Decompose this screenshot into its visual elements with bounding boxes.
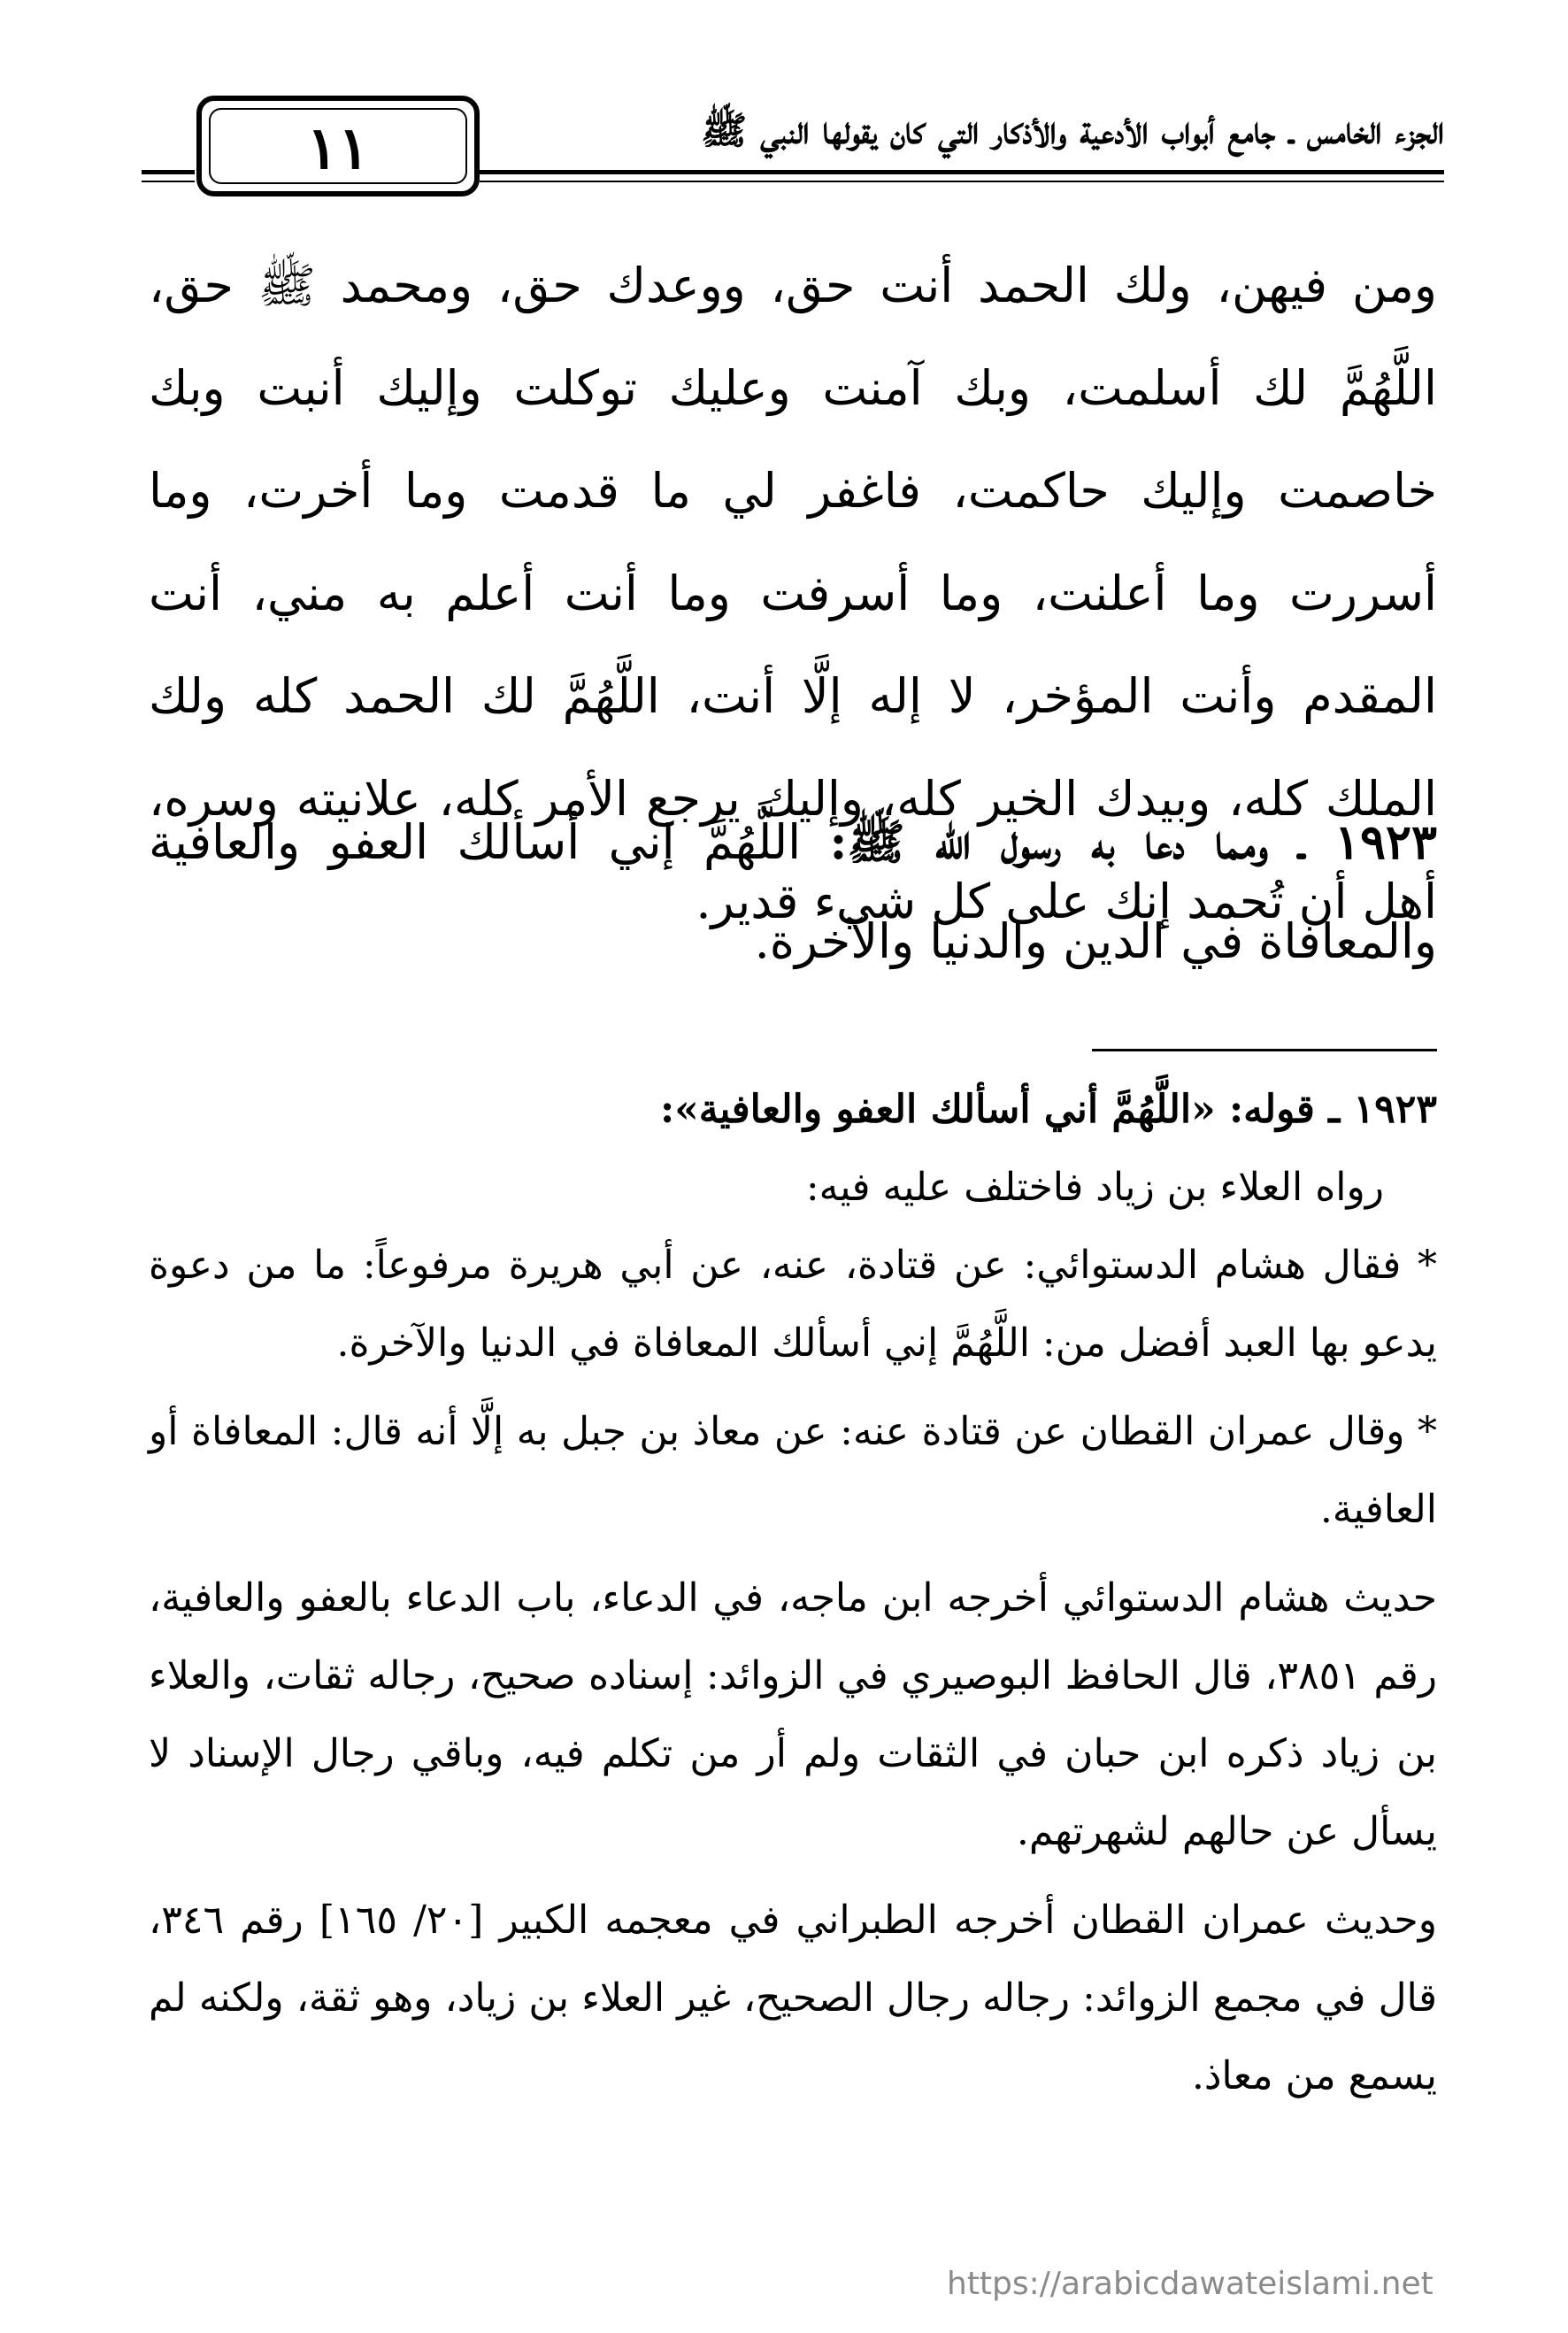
footnote-separator [1092,1049,1437,1051]
page-number-frame [196,96,480,196]
header-rule [480,170,1444,174]
footnote-paragraph-5: وحديث عمران القطان أخرجه الطبراني في معجمه الكبير [٢٠/ ١٦٥] رقم ٣٤٦، قال في مجمع الزوائد: رجاله رجال الصحيح، غير العلاء بن زياد، وهو ثقة، ولكنه لم يسمع من معاذ. [149,1898,1438,2098]
header-rule-left [142,170,195,174]
footnote-paragraph-4: حديث هشام الدستوائي أخرجه ابن ماجه، في الدعاء، باب الدعاء بالعفو والعافية، رقم ٣٨٥١، قال الحافظ البوصيري في الزوائد: إسناده صحيح، رجاله ثقات، والعلاء بن زياد ذكره ابن حبان في الثقات ولم أر من تكلم فيه، وباقي رجال الإسناد لا يسأل عن حالهم لشهرتهم. [149,1575,1437,1854]
hadith-paragraph [149,792,1437,991]
hadith-text: اللَّهُمَّ إني أسألك العفو والعافية والمعافاة في الدين والدنيا والآخرة. [149,814,1437,969]
footnotes-block [149,1071,1437,2115]
header-rule-thin [480,181,1444,182]
header-rule-left-thin [142,181,195,182]
page-number: ١١ [306,113,370,182]
watermark-url: https://arabicdawateislami.net [947,2266,1433,2302]
footnote-paragraph-1: رواه العلاء بن زياد فاختلف عليه فيه: [805,1165,1384,1210]
footnote-paragraph-2: * فقال هشام الدستوائي: عن قتادة، عنه، عن أبي هريرة مرفوعاً: ما من دعوة يدعو بها العبد أفضل من: اللَّهُمَّ إني أسألك المعافاة في الدنيا والآخرة. [149,1243,1437,1366]
hadith-heading: ١٩٢٣ ـ ومما دعا به رسول الله ﷺ: [829,813,1437,870]
page-header [142,96,1444,202]
footnote-paragraph-3: * وقال عمران القطان عن قتادة عنه: عن معاذ بن جبل به إلَّا أنه قال: المعافاة أو العافية. [149,1409,1437,1532]
footnote-title: ١٩٢٣ ـ قوله: «اللَّهُمَّ أني أسألك العفو والعافية»: [659,1087,1437,1132]
main-paragraph: ومن فيهن، ولك الحمد أنت حق، ووعدك حق، ومحمد ﷺ حق، اللَّهُمَّ لك أسلمت، وبك آمنت وعليك توكلت وإليك أنبت وبك خاصمت وإليك حاكمت، فاغفر لي ما قدمت وما أخرت، وما أسررت وما أعلنت، وما أسرفت وما أنت أعلم به مني، أنت المقدم وأنت المؤخر، لا إله إلَّا أنت، اللَّهُمَّ لك الحمد كله ولك الملك كله، وبيدك الخير كله، وإليك يرجع الأمر كله، علانيته وسره، أهل أن تُحمد إنك على كل شيء قدير. [149,258,1437,929]
hadith-block [149,792,1437,991]
running-title: الجزء الخامس ـ جامع أبواب الأدعية والأذكار التي كان يقولها النبي ﷺ [701,109,1444,153]
